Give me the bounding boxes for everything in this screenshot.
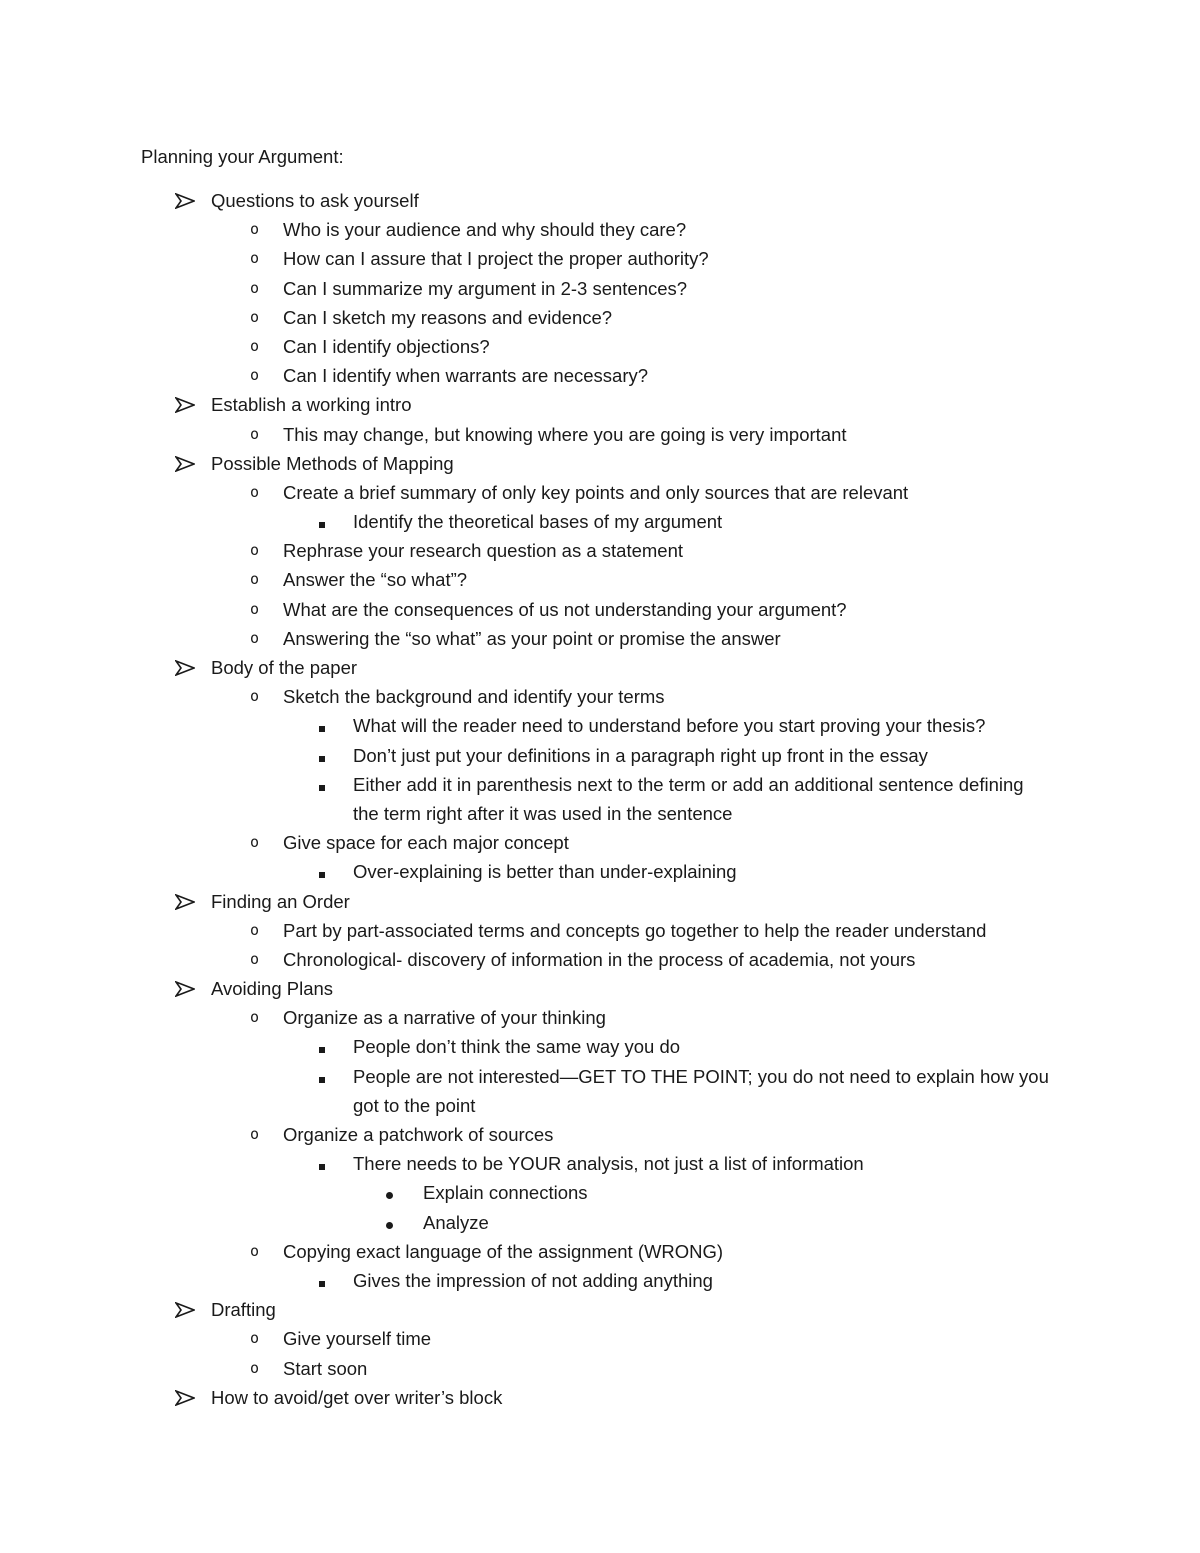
outline-item-level-1 <box>0 887 1200 916</box>
outline-item-text: What are the consequences of us not understanding your argument? <box>283 598 847 620</box>
outline-item-text: Who is your audience and why should they care? <box>283 219 687 241</box>
circle-o-bullet-icon: o <box>250 599 260 618</box>
circle-o-bullet-icon: o <box>250 482 260 501</box>
outline-item-text: Start soon <box>283 1357 368 1379</box>
outline-item-text: Possible Methods of Mapping <box>211 452 454 474</box>
square-bullet-icon <box>319 1032 331 1061</box>
outline-item-level-3 <box>0 770 1200 828</box>
outline-item-text: How to avoid/get over writer’s block <box>211 1386 503 1408</box>
arrowhead-bullet-icon <box>175 887 199 910</box>
outline-item-text: Answering the “so what” as your point or promise the answer <box>283 627 781 649</box>
outline-item-level-3 <box>0 507 1200 536</box>
outline-item-text: Explain connections <box>423 1182 588 1204</box>
circle-o-bullet-icon: o <box>250 949 260 968</box>
outline-item-level-2 <box>0 420 1200 449</box>
square-bullet-icon <box>319 741 331 770</box>
arrowhead-bullet-icon <box>175 974 199 997</box>
outline-item-level-2 <box>0 1003 1200 1032</box>
square-bullet-icon <box>319 507 331 536</box>
outline-item-level-3 <box>0 741 1200 770</box>
outline-item-level-1 <box>0 186 1200 215</box>
outline-item-level-2 <box>0 828 1200 857</box>
outline-item-level-2 <box>0 624 1200 653</box>
circle-o-bullet-icon: o <box>250 1329 260 1348</box>
circle-o-bullet-icon: o <box>250 1358 260 1377</box>
circle-o-bullet-icon: o <box>250 366 260 385</box>
outline-item-text: Finding an Order <box>211 890 350 912</box>
outline-item-level-3 <box>0 1032 1200 1061</box>
outline-item-text: Chronological- discovery of information in the process of academia, not yours <box>283 948 916 970</box>
outline-item-text: Organize as a narrative of your thinking <box>283 1007 606 1029</box>
outline-item-text: Gives the impression of not adding anything <box>353 1269 713 1291</box>
circle-o-bullet-icon: o <box>250 1008 260 1027</box>
round-bullet-icon <box>386 1208 400 1237</box>
square-bullet-icon <box>319 1266 331 1295</box>
outline-item-text: Identify the theoretical bases of my argument <box>353 511 723 533</box>
outline-item-text: Establish a working intro <box>211 394 412 416</box>
outline-list <box>0 186 1200 1412</box>
outline-item-level-2 <box>0 682 1200 711</box>
outline-item-level-2 <box>0 1324 1200 1353</box>
circle-o-bullet-icon: o <box>250 1125 260 1144</box>
outline-item-level-2 <box>0 1354 1200 1383</box>
outline-item-level-1 <box>0 653 1200 682</box>
outline-item-level-2 <box>0 1237 1200 1266</box>
circle-o-bullet-icon: o <box>250 336 260 355</box>
outline-item-level-3 <box>0 1149 1200 1178</box>
outline-item-text: Drafting <box>211 1299 276 1321</box>
circle-o-bullet-icon: o <box>250 920 260 939</box>
outline-item-level-2 <box>0 303 1200 332</box>
outline-item-text: There needs to be YOUR analysis, not just a list of information <box>353 1153 864 1175</box>
outline-item-text: Don’t just put your definitions in a paragraph right up front in the essay <box>353 744 928 766</box>
outline-item-text: Give yourself time <box>283 1328 432 1350</box>
outline-item-text: How can I assure that I project the proper authority? <box>283 248 709 270</box>
arrowhead-bullet-icon <box>175 186 199 209</box>
outline-item-level-2 <box>0 332 1200 361</box>
square-bullet-icon <box>319 857 331 886</box>
outline-item-text: Rephrase your research question as a statement <box>283 540 684 562</box>
outline-item-text: People don’t think the same way you do <box>353 1036 681 1058</box>
square-bullet-icon <box>319 770 331 799</box>
outline-item-level-1 <box>0 390 1200 419</box>
arrowhead-bullet-icon <box>175 1295 199 1318</box>
outline-item-text: Create a brief summary of only key points and only sources that are relevant <box>283 481 909 503</box>
outline-item-level-2 <box>0 1120 1200 1149</box>
outline-item-level-2 <box>0 215 1200 244</box>
circle-o-bullet-icon: o <box>250 424 260 443</box>
outline-item-text: Questions to ask yourself <box>211 190 419 211</box>
square-bullet-icon <box>319 711 331 740</box>
outline-item-level-3 <box>0 857 1200 886</box>
outline-item-level-2 <box>0 536 1200 565</box>
outline-item-text: Can I identify objections? <box>283 335 490 357</box>
outline-item-text: Either add it in parenthesis next to the term or add an additional sentence defining the term right after it was used in the sentence <box>353 773 1024 824</box>
outline-item-text: Answer the “so what”? <box>283 569 468 591</box>
outline-item-level-4 <box>0 1178 1200 1207</box>
outline-item-level-2 <box>0 916 1200 945</box>
square-bullet-icon <box>319 1062 331 1091</box>
outline-item-level-4 <box>0 1208 1200 1237</box>
outline-item-text: What will the reader need to understand before you start proving your thesis? <box>353 715 986 737</box>
outline-item-text: Organize a patchwork of sources <box>283 1124 554 1146</box>
circle-o-bullet-icon: o <box>250 307 260 326</box>
outline-item-level-1 <box>0 1295 1200 1324</box>
outline-item-text: Avoiding Plans <box>211 978 334 1000</box>
circle-o-bullet-icon: o <box>250 1241 260 1260</box>
outline-item-text: Give space for each major concept <box>283 832 569 854</box>
arrowhead-bullet-icon <box>175 449 199 472</box>
circle-o-bullet-icon: o <box>250 220 260 239</box>
circle-o-bullet-icon: o <box>250 278 260 297</box>
outline-item-level-1 <box>0 449 1200 478</box>
outline-item-level-2 <box>0 945 1200 974</box>
outline-item-level-2 <box>0 595 1200 624</box>
outline-item-text: Analyze <box>423 1211 489 1233</box>
outline-item-level-2 <box>0 361 1200 390</box>
outline-item-text: People are not interested—GET TO THE POINT; you do not need to explain how you got to the point <box>353 1065 1049 1116</box>
outline-item-text: Copying exact language of the assignment (WRONG) <box>283 1240 724 1262</box>
outline-item-text: Can I summarize my argument in 2-3 sentences? <box>283 277 688 299</box>
outline-item-level-2 <box>0 244 1200 273</box>
outline-item-level-2 <box>0 274 1200 303</box>
arrowhead-bullet-icon <box>175 653 199 676</box>
circle-o-bullet-icon: o <box>250 628 260 647</box>
outline-item-text: Can I sketch my reasons and evidence? <box>283 306 613 328</box>
outline-item-level-3 <box>0 711 1200 740</box>
outline-item-text: Over-explaining is better than under-explaining <box>353 861 737 883</box>
outline-item-level-3 <box>0 1062 1200 1120</box>
outline-item-text: Can I identify when warrants are necessary? <box>283 365 649 387</box>
square-bullet-icon <box>319 1149 331 1178</box>
outline-item-level-1 <box>0 974 1200 1003</box>
outline-item-level-2 <box>0 478 1200 507</box>
page-title: Planning your Argument: <box>141 146 344 167</box>
outline-item-level-3 <box>0 1266 1200 1295</box>
outline-item-text: This may change, but knowing where you are going is very important <box>283 423 847 445</box>
outline-item-level-2 <box>0 565 1200 594</box>
outline-item-level-1 <box>0 1383 1200 1412</box>
circle-o-bullet-icon: o <box>250 687 260 706</box>
arrowhead-bullet-icon <box>175 390 199 413</box>
outline-item-text: Body of the paper <box>211 657 358 678</box>
round-bullet-icon <box>386 1178 400 1207</box>
circle-o-bullet-icon: o <box>250 541 260 560</box>
outline-item-text: Part by part-associated terms and concepts go together to help the reader understand <box>283 919 987 941</box>
circle-o-bullet-icon: o <box>250 570 260 589</box>
circle-o-bullet-icon: o <box>250 249 260 268</box>
outline-item-text: Sketch the background and identify your terms <box>283 686 665 708</box>
arrowhead-bullet-icon <box>175 1383 199 1406</box>
circle-o-bullet-icon: o <box>250 833 260 852</box>
